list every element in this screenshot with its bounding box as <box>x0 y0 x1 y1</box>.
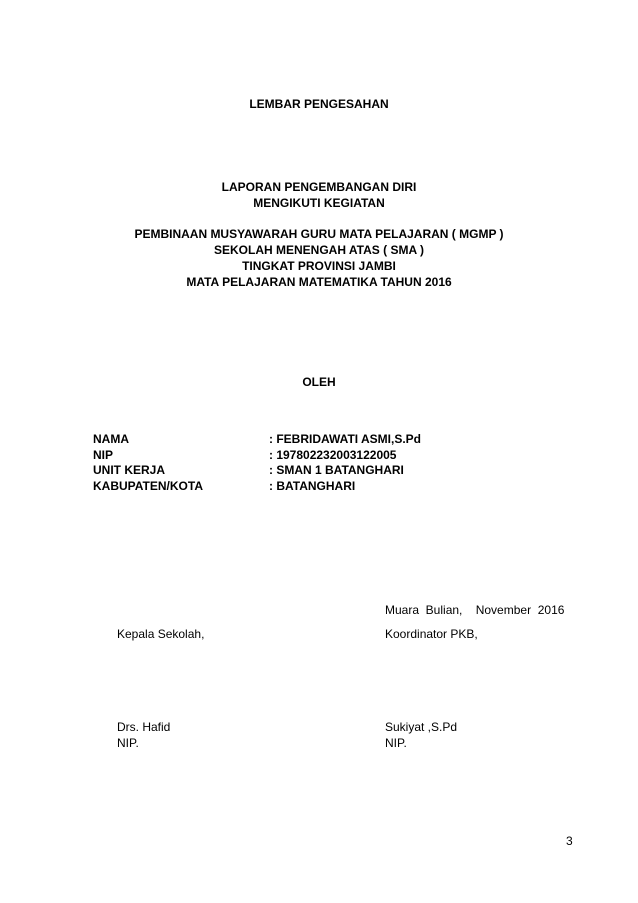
report-title-line-2: MENGIKUTI KEGIATAN <box>253 196 385 210</box>
signature-left-role: Kepala Sekolah, <box>117 627 205 641</box>
page-number: 3 <box>566 834 573 848</box>
signature-right-role: Koordinator PKB, <box>385 627 478 641</box>
field-label: KABUPATEN/KOTA <box>93 479 203 493</box>
page-heading: LEMBAR PENGESAHAN <box>249 97 389 111</box>
activity-line-1: PEMBINAAN MUSYAWARAH GURU MATA PELAJARAN ( MGMP ) <box>134 227 504 241</box>
field-row-nip <box>93 447 553 463</box>
field-label: UNIT KERJA <box>93 463 166 477</box>
field-value: : SMAN 1 BATANGHARI <box>269 463 404 477</box>
field-label: NIP <box>93 448 114 462</box>
field-row-district <box>93 478 553 494</box>
signature-left-name: Drs. Hafid <box>117 720 171 734</box>
field-value: : FEBRIDAWATI ASMI,S.Pd <box>269 432 421 446</box>
place-date: Muara Bulian, November 2016 <box>385 603 565 617</box>
activity-line-3: TINGKAT PROVINSI JAMBI <box>242 259 396 273</box>
field-label: NAMA <box>93 432 129 446</box>
field-row-name <box>93 431 553 447</box>
signature-left-nip: NIP. <box>117 736 139 750</box>
field-row-unit <box>93 462 553 478</box>
signature-right-name: Sukiyat ,S.Pd <box>385 720 458 734</box>
activity-line-2: SEKOLAH MENENGAH ATAS ( SMA ) <box>214 243 424 257</box>
activity-line-4: MATA PELAJARAN MATEMATIKA TAHUN 2016 <box>186 275 452 289</box>
report-title-line-1: LAPORAN PENGEMBANGAN DIRI <box>221 180 417 194</box>
signature-right-nip: NIP. <box>385 736 407 750</box>
field-value: : 197802232003122005 <box>269 448 397 462</box>
field-value: : BATANGHARI <box>269 479 356 493</box>
by-label: OLEH <box>302 375 336 389</box>
